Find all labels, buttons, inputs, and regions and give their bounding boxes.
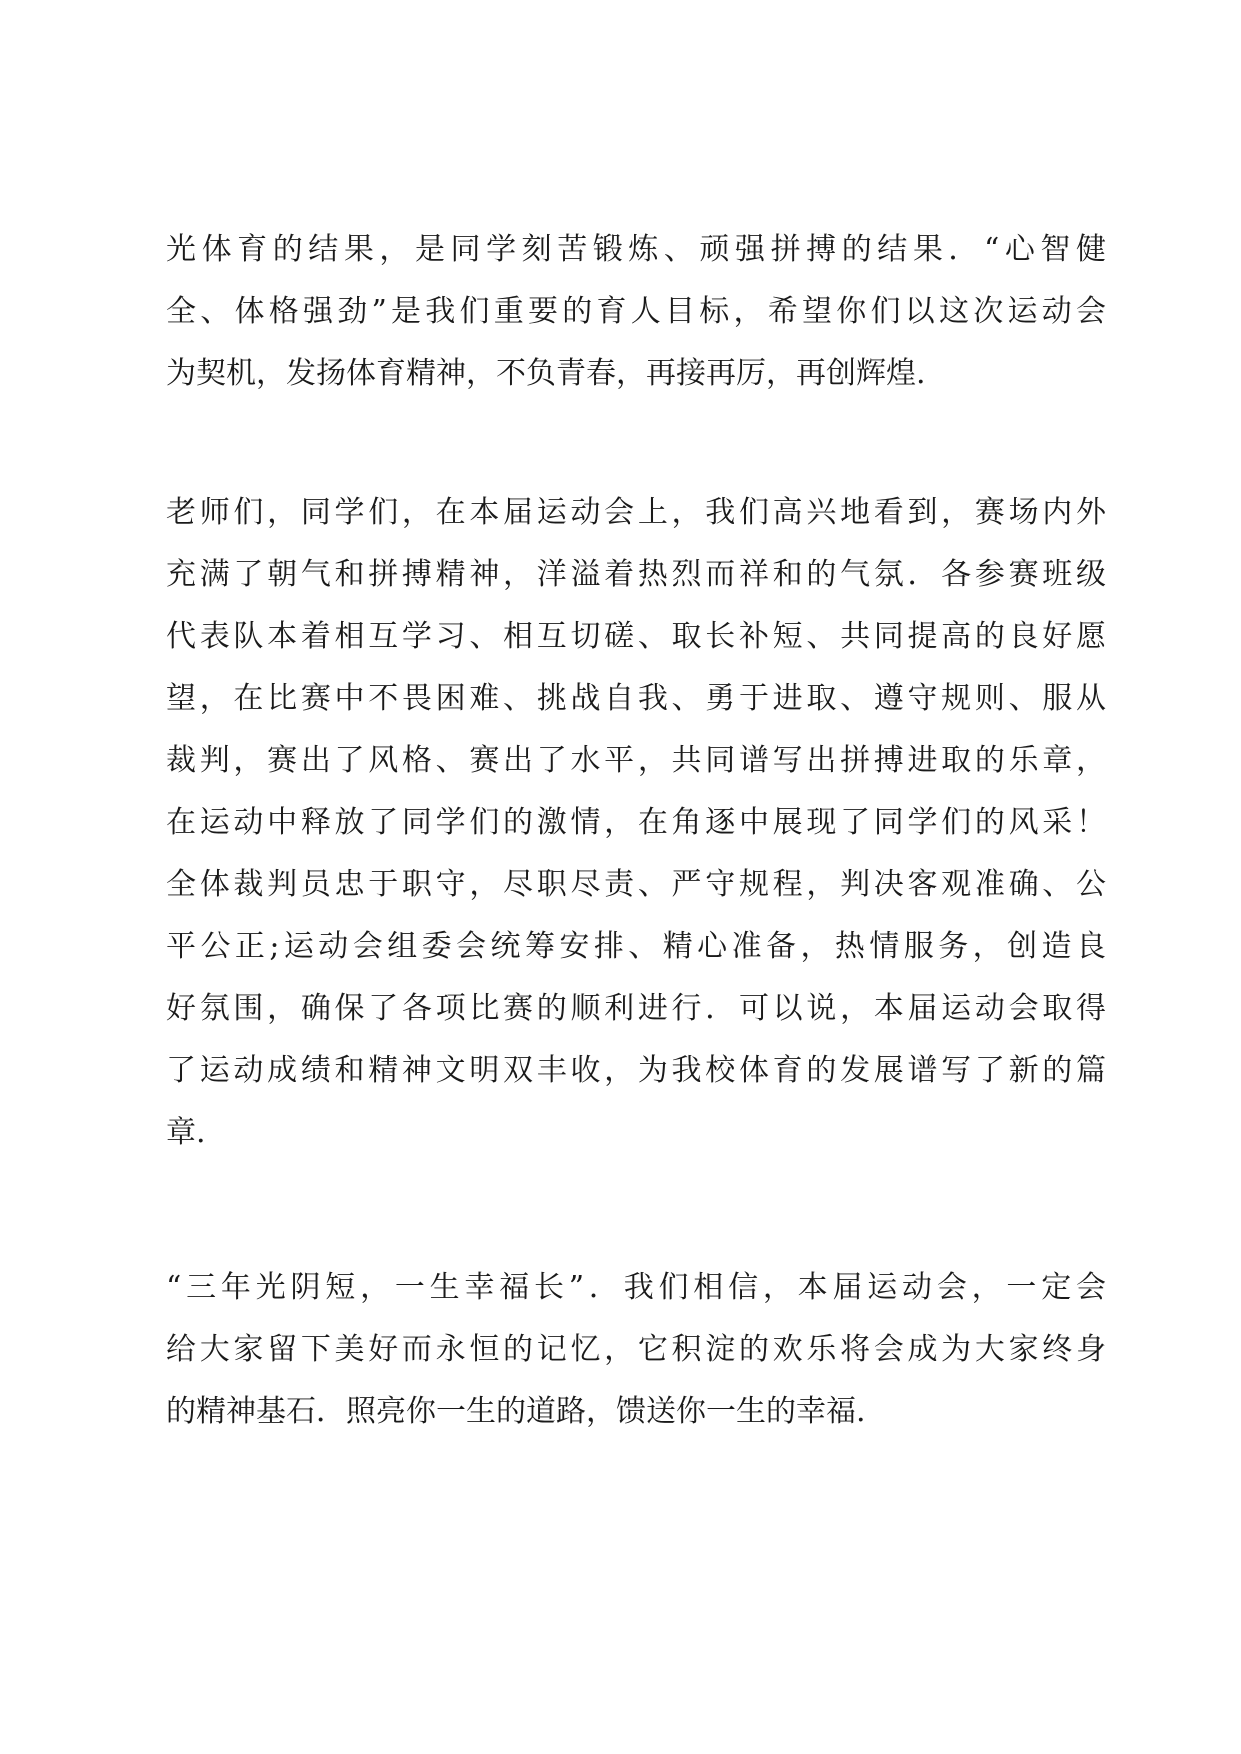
paragraph-2 bbox=[166, 482, 1106, 1164]
text-line: 章. bbox=[166, 1115, 206, 1150]
text-line: 全、体格强劲”是我们重要的育人目标，希望你们以这次运动会 bbox=[166, 294, 1106, 329]
text-line: 给大家留下美好而永恒的记忆，它积淀的欢乐将会成为大家终身 bbox=[166, 1332, 1106, 1367]
text-line: 为契机，发扬体育精神，不负青春，再接再厉，再创辉煌. bbox=[166, 356, 926, 391]
text-line: 代表队本着相互学习、相互切磋、取长补短、共同提高的良好愿 bbox=[166, 619, 1106, 654]
text-line: 了运动成绩和精神文明双丰收，为我校体育的发展谱写了新的篇 bbox=[166, 1053, 1106, 1088]
text-line: “三年光阴短，一生幸福长”．我们相信，本届运动会，一定会 bbox=[166, 1270, 1106, 1305]
text-line: 光体育的结果，是同学刻苦锻炼、顽强拼搏的结果．“心智健 bbox=[166, 232, 1106, 267]
text-line: 全体裁判员忠于职守，尽职尽责、严守规程，判决客观准确、公 bbox=[166, 867, 1106, 902]
text-line: 望，在比赛中不畏困难、挑战自我、勇于进取、遵守规则、服从 bbox=[166, 681, 1106, 716]
text-line: 老师们，同学们，在本届运动会上，我们高兴地看到，赛场内外 bbox=[166, 495, 1106, 530]
text-line: 好氛围，确保了各项比赛的顺利进行．可以说，本届运动会取得 bbox=[166, 991, 1106, 1026]
text-line: 裁判，赛出了风格、赛出了水平，共同谱写出拼搏进取的乐章， bbox=[166, 743, 1106, 778]
text-line: 的精神基石．照亮你一生的道路，馈送你一生的幸福. bbox=[166, 1394, 866, 1429]
paragraph-3 bbox=[166, 1257, 1106, 1443]
text-line: 平公正;运动会组委会统筹安排、精心准备，热情服务，创造良 bbox=[166, 929, 1106, 964]
paragraph-1 bbox=[166, 219, 1106, 405]
text-line: 在运动中释放了同学们的激情，在角逐中展现了同学们的风采！ bbox=[166, 805, 1106, 840]
text-line: 充满了朝气和拼搏精神，洋溢着热烈而祥和的气氛．各参赛班级 bbox=[166, 557, 1106, 592]
